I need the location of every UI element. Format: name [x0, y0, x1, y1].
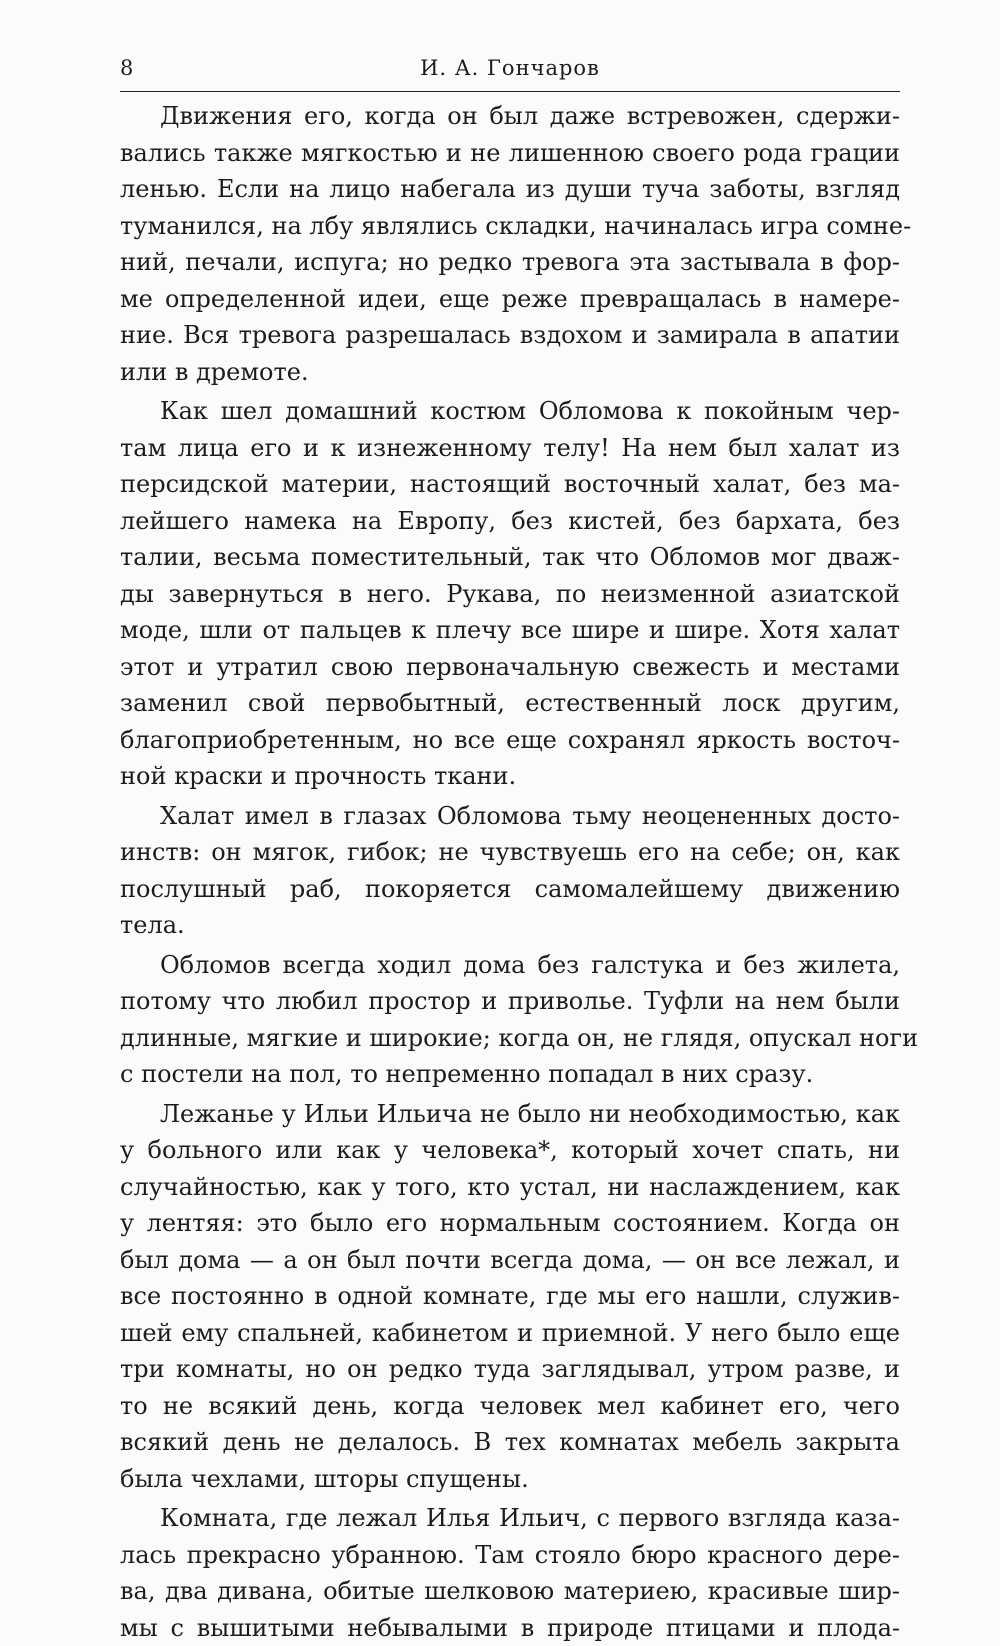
- text-line: Как шел домашний костюм Обломова к покойным чер-: [120, 393, 900, 430]
- page-header: [120, 52, 900, 86]
- text-line: длинные, мягкие и широкие; когда он, не глядя, опускал ноги: [120, 1020, 900, 1057]
- text-line: с постели на пол, то непременно попадал в них сразу.: [120, 1056, 900, 1093]
- text-line: мы с вышитыми небывалыми в природе птицами и плода-: [120, 1610, 900, 1646]
- paragraph: [120, 393, 900, 795]
- text-line: ние. Вся тревога разрешалась вздохом и замирала в апатии: [120, 317, 900, 354]
- text-line: все постоянно в одной комнате, где мы его нашли, служив-: [120, 1278, 900, 1315]
- text-line: туманился, на лбу являлись складки, начиналась игра сомне-: [120, 208, 900, 245]
- paragraph: [120, 798, 900, 944]
- text-line: там лица его и к изнеженному телу! На нем был халат из: [120, 430, 900, 467]
- paragraph: [120, 98, 900, 390]
- text-line: благоприобретенным, но все еще сохранял яркость восточ-: [120, 722, 900, 759]
- text-line: вались также мягкостью и не лишенною своего рода грации: [120, 135, 900, 172]
- text-line: заменил свой первобытный, естественный лоск другим,: [120, 685, 900, 722]
- text-line: Лежанье у Ильи Ильича не было ни необходимостью, как: [120, 1096, 900, 1133]
- text-line: три комнаты, но он редко туда заглядывал, утром разве, и: [120, 1351, 900, 1388]
- text-line: этот и утратил свою первоначальную свежесть и местами: [120, 649, 900, 686]
- page-number: 8: [120, 56, 133, 80]
- text-line: Движения его, когда он был даже встревожен, сдержи-: [120, 98, 900, 135]
- text-line: был дома — а он был почти всегда дома, — он все лежал, и: [120, 1242, 900, 1279]
- text-line: инств: он мягок, гибок; не чувствуешь его на себе; он, как: [120, 834, 900, 871]
- text-line: персидской материи, настоящий восточный халат, без ма-: [120, 466, 900, 503]
- running-title: И. А. Гончаров: [120, 56, 900, 80]
- paragraph: [120, 1500, 900, 1646]
- text-line: талии, весьма поместительный, так что Обломов мог дваж-: [120, 539, 900, 576]
- page-body: [120, 98, 900, 1646]
- text-line: у больного или как у человека*, который хочет спать, ни: [120, 1132, 900, 1169]
- text-line: ной краски и прочность ткани.: [120, 758, 900, 795]
- text-line: ды завернуться в него. Рукава, по неизменной азиатской: [120, 576, 900, 613]
- text-line: Обломов всегда ходил дома без галстука и без жилета,: [120, 947, 900, 984]
- header-rule: [120, 91, 900, 92]
- text-line: была чехлами, шторы спущены.: [120, 1461, 900, 1498]
- text-line: лась прекрасно убранною. Там стояло бюро красного дере-: [120, 1537, 900, 1574]
- text-line: ва, два дивана, обитые шелковою материею, красивые шир-: [120, 1573, 900, 1610]
- paragraph: [120, 947, 900, 1093]
- text-line: то не всякий день, когда человек мел кабинет его, чего: [120, 1388, 900, 1425]
- text-line: всякий день не делалось. В тех комнатах мебель закрыта: [120, 1424, 900, 1461]
- text-line: моде, шли от пальцев к плечу все шире и шире. Хотя халат: [120, 612, 900, 649]
- text-line: или в дремоте.: [120, 354, 900, 391]
- text-line: ленью. Если на лицо набегала из души туча заботы, взгляд: [120, 171, 900, 208]
- text-line: лейшего намека на Европу, без кистей, без бархата, без: [120, 503, 900, 540]
- paragraph: [120, 1096, 900, 1498]
- text-line: случайностью, как у того, кто устал, ни наслаждением, как: [120, 1169, 900, 1206]
- text-line: шей ему спальней, кабинетом и приемной. У него было еще: [120, 1315, 900, 1352]
- text-line: послушный раб, покоряется самомалейшему движению: [120, 871, 900, 908]
- text-line: Халат имел в глазах Обломова тьму неоцененных досто-: [120, 798, 900, 835]
- text-line: потому что любил простор и приволье. Туфли на нем были: [120, 983, 900, 1020]
- text-line: у лентяя: это было его нормальным состоянием. Когда он: [120, 1205, 900, 1242]
- text-line: Комната, где лежал Илья Ильич, с первого взгляда каза-: [120, 1500, 900, 1537]
- text-line: ний, печали, испуга; но редко тревога эта застывала в фор-: [120, 244, 900, 281]
- text-line: ме определенной идеи, еще реже превращалась в намере-: [120, 281, 900, 318]
- text-line: тела.: [120, 907, 900, 944]
